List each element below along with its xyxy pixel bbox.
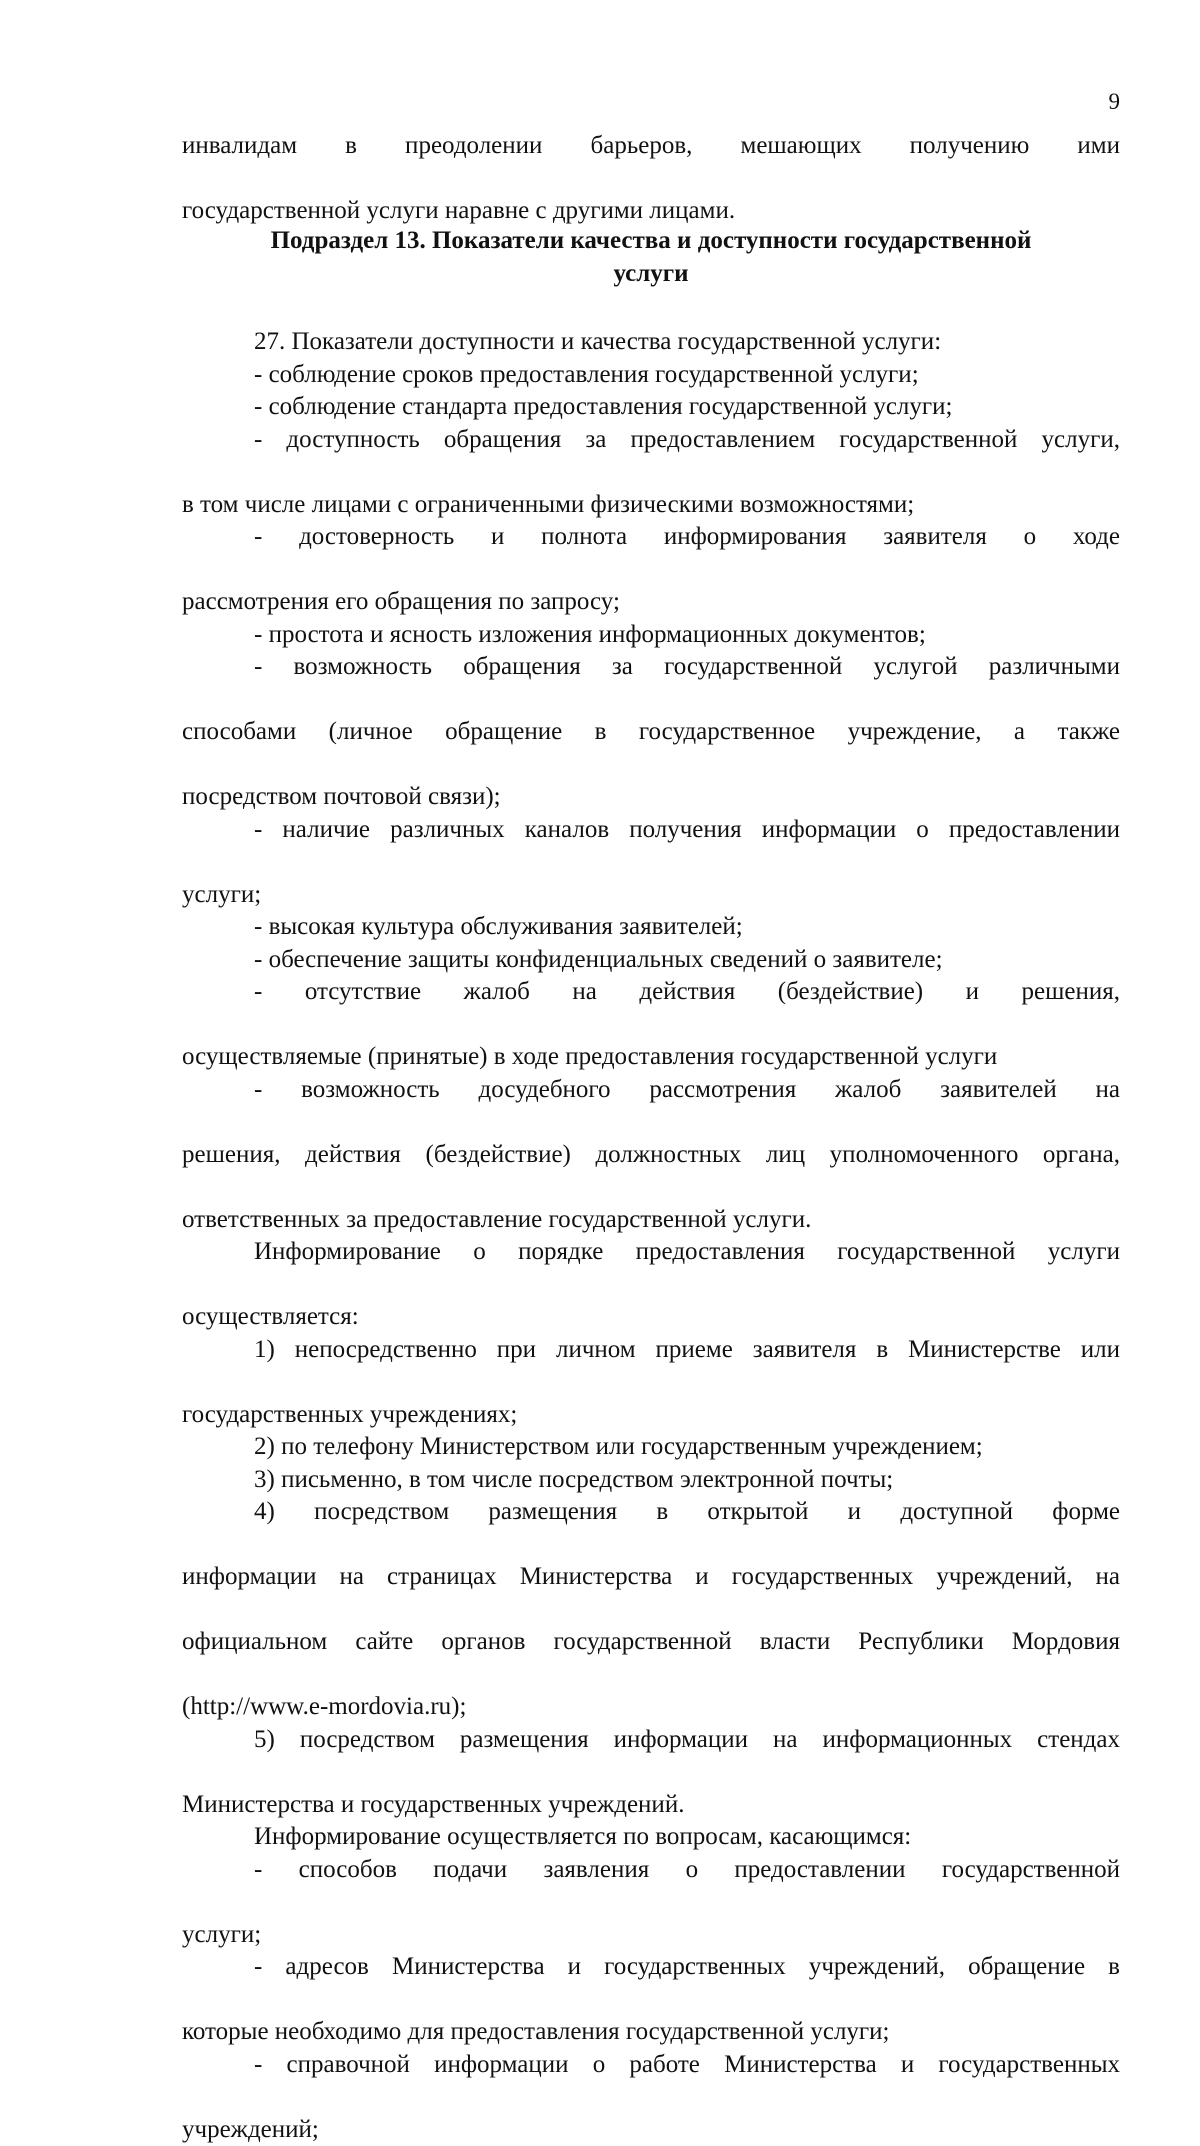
paragraph-line: ответственных за предоставление государственной услуги.	[182, 1204, 1120, 1237]
paragraph-line: - соблюдение сроков предоставления государственной услуги;	[182, 359, 1120, 392]
paragraph-line: - справочной информации о работе Министерства и государственных	[182, 2049, 1120, 2114]
paragraph-line: информации на страницах Министерства и государственных учреждений, на	[182, 1561, 1120, 1626]
section-heading	[182, 225, 1120, 290]
paragraph-line: 5) посредством размещения информации на информационных стендах	[182, 1724, 1120, 1789]
paragraph-line: 3) письменно, в том числе посредством электронной почты;	[182, 1464, 1120, 1497]
paragraph-line: - адресов Министерства и государственных учреждений, обращение в	[182, 1951, 1120, 2016]
paragraph-line: учреждений;	[182, 2114, 1120, 2146]
paragraph-line: - достоверность и полнота информирования заявителя о ходе	[182, 521, 1120, 586]
paragraph-line: рассмотрения его обращения по запросу;	[182, 586, 1120, 619]
paragraph-line: - наличие различных каналов получения информации о предоставлении	[182, 814, 1120, 879]
paragraph-line: которые необходимо для предоставления государственной услуги;	[182, 2016, 1120, 2049]
paragraph-line: 2) по телефону Министерством или государственным учреждением;	[182, 1431, 1120, 1464]
paragraph-line: способами (личное обращение в государственное учреждение, а также	[182, 716, 1120, 781]
paragraph-line: - соблюдение стандарта предоставления государственной услуги;	[182, 391, 1120, 424]
paragraph-line: (http://www.e-mordovia.ru);	[182, 1691, 1120, 1724]
page-number: 9	[1100, 86, 1120, 118]
paragraph-line: - возможность обращения за государственной услугой различными	[182, 651, 1120, 716]
paragraph-line: посредством почтовой связи);	[182, 781, 1120, 814]
paragraph-line: Информирование осуществляется по вопросам, касающимся:	[182, 1821, 1120, 1854]
paragraph-line: осуществляемые (принятые) в ходе предоставления государственной услуги	[182, 1041, 1120, 1074]
paragraph-line: услуги;	[182, 879, 1120, 912]
paragraph-line: в том числе лицами с ограниченными физическими возможностями;	[182, 489, 1120, 522]
heading-line-2: услуги	[182, 258, 1120, 291]
intro-line-2: государственной услуги наравне с другими лицами.	[182, 195, 1120, 228]
heading-line-1: Подраздел 13. Показатели качества и доступности государственной	[182, 225, 1120, 258]
paragraph-line: - высокая культура обслуживания заявителей;	[182, 911, 1120, 944]
paragraph-line: - доступность обращения за предоставлением государственной услуги,	[182, 424, 1120, 489]
paragraph-line: решения, действия (бездействие) должностных лиц уполномоченного органа,	[182, 1139, 1120, 1204]
paragraph-line: 4) посредством размещения в открытой и доступной форме	[182, 1496, 1120, 1561]
paragraph-line: - способов подачи заявления о предоставлении государственной	[182, 1854, 1120, 1919]
paragraph-line: официальном сайте органов государственной власти Республики Мордовия	[182, 1626, 1120, 1691]
paragraph-line: Министерства и государственных учреждений.	[182, 1789, 1120, 1822]
body-text	[182, 326, 1120, 2146]
paragraph-line: осуществляется:	[182, 1301, 1120, 1334]
paragraph-line: - простота и ясность изложения информационных документов;	[182, 619, 1120, 652]
paragraph-line: 27. Показатели доступности и качества государственной услуги:	[182, 326, 1120, 359]
paragraph-line: - обеспечение защиты конфиденциальных сведений о заявителе;	[182, 944, 1120, 977]
paragraph-line: - отсутствие жалоб на действия (бездействие) и решения,	[182, 976, 1120, 1041]
intro-line-1: инвалидам в преодолении барьеров, мешающих получению ими	[182, 130, 1120, 195]
paragraph-line: Информирование о порядке предоставления государственной услуги	[182, 1236, 1120, 1301]
paragraph-line: услуги;	[182, 1919, 1120, 1952]
paragraph-line: государственных учреждениях;	[182, 1399, 1120, 1432]
intro-paragraph	[182, 130, 1120, 228]
paragraph-line: 1) непосредственно при личном приеме заявителя в Министерстве или	[182, 1334, 1120, 1399]
paragraph-line: - возможность досудебного рассмотрения жалоб заявителей на	[182, 1074, 1120, 1139]
